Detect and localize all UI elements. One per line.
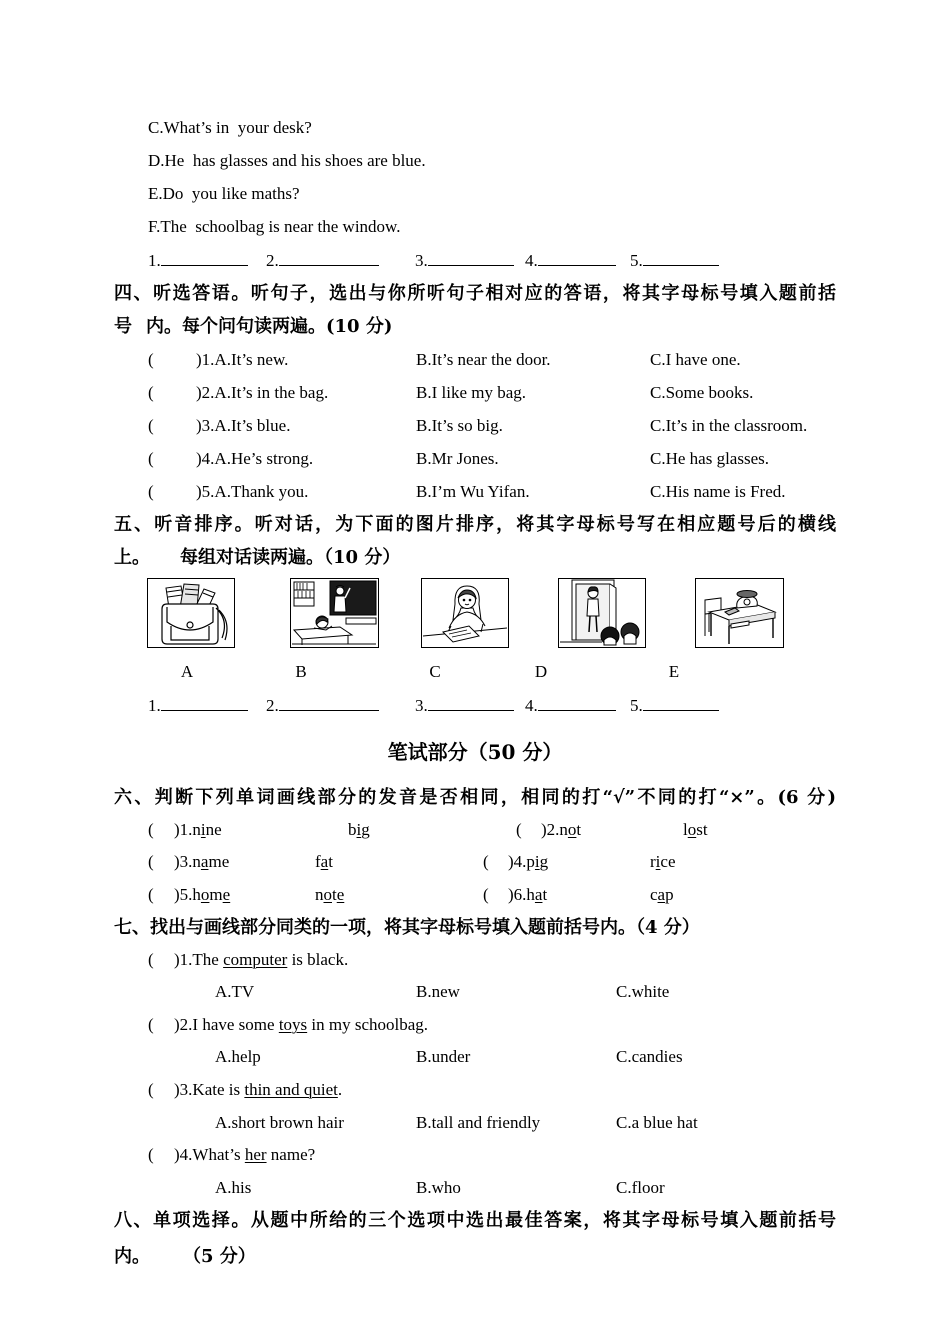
answer-bracket-open: ( bbox=[516, 820, 522, 839]
answer-bracket-close: ) bbox=[541, 820, 547, 839]
blank-label: 3. bbox=[415, 696, 428, 715]
word-part: ce bbox=[660, 852, 676, 871]
blank-line bbox=[643, 249, 719, 266]
category-options-1 bbox=[0, 981, 950, 1003]
category-question-2 bbox=[0, 1014, 950, 1036]
underlined-letters: o bbox=[200, 885, 210, 904]
category-options-4 bbox=[0, 1177, 950, 1199]
underlined-words: her bbox=[244, 1145, 267, 1164]
classroom-picture bbox=[290, 578, 379, 648]
blank-line bbox=[161, 694, 248, 711]
schoolbag-picture bbox=[147, 578, 235, 648]
word-part: b bbox=[348, 820, 357, 839]
picture-label-e: E bbox=[668, 662, 680, 681]
answer-blank-2 bbox=[266, 694, 379, 716]
word-part: t bbox=[576, 820, 582, 839]
underlined-words: computer bbox=[223, 950, 288, 969]
option-c: C.candies bbox=[616, 1047, 683, 1066]
blank-line bbox=[428, 249, 514, 266]
section5-title-line1: 五、听音排序。听对话，为下面的图片排序，将其字母标号写在相应题号后的横线 bbox=[114, 514, 836, 535]
blank-label: 1. bbox=[148, 696, 161, 715]
answer-bracket-close: ) bbox=[174, 1145, 180, 1164]
phonics-item-6-word2 bbox=[650, 884, 674, 906]
blank-line bbox=[538, 694, 616, 711]
section4-title-line1: 四、听选答语。听句子，选出与你所听句子相对应的答语，将其字母标号填入题前括 bbox=[114, 283, 836, 304]
underlined-letters: o bbox=[323, 885, 332, 904]
question-option-c: C.His name is Fred. bbox=[650, 482, 786, 501]
blank-line bbox=[428, 694, 514, 711]
answer-bracket-open: ( bbox=[148, 383, 154, 402]
category-question-3 bbox=[0, 1079, 950, 1101]
option-c: C.white bbox=[616, 982, 670, 1001]
underlined-letters: o bbox=[687, 820, 697, 839]
question-option-c: C.Some books. bbox=[650, 383, 754, 402]
section4-title-line2a: 号 bbox=[114, 316, 132, 337]
option-a-text: 4.A.He’s strong. bbox=[201, 449, 314, 468]
phonics-item-3-word2 bbox=[315, 851, 333, 873]
word-part: m bbox=[209, 885, 223, 904]
item-number: 4. bbox=[513, 852, 527, 871]
option-a-text: 5.A.Thank you. bbox=[201, 482, 309, 501]
desk-picture bbox=[695, 578, 784, 648]
answer-bracket-open: ( bbox=[483, 852, 489, 871]
answer-blank-2 bbox=[266, 249, 379, 271]
boy-at-door-picture bbox=[558, 578, 646, 648]
word-part: n bbox=[192, 820, 201, 839]
answer-blank-3 bbox=[415, 249, 514, 271]
question-option-b: B.I’m Wu Yifan. bbox=[416, 482, 530, 501]
phonics-item-5-word1 bbox=[174, 884, 230, 906]
option-a: A.his bbox=[215, 1178, 252, 1197]
option-c: C.floor bbox=[616, 1178, 665, 1197]
item-number: 5. bbox=[179, 885, 193, 904]
question-option-a bbox=[196, 448, 313, 470]
picture-label-a: A bbox=[180, 662, 194, 681]
option-b: B.under bbox=[416, 1047, 471, 1066]
listening-question-row-1 bbox=[0, 349, 950, 371]
option-a-text: 1.A.It’s new. bbox=[201, 350, 289, 369]
category-options-2 bbox=[0, 1046, 950, 1068]
answer-bracket-open: ( bbox=[148, 350, 154, 369]
answer-bracket-close: ) bbox=[196, 350, 202, 369]
word-part: c bbox=[650, 885, 658, 904]
section6-title: 六、判断下列单词画线部分的发音是否相同，相同的打“√”不同的打“×”。(6 分) bbox=[114, 787, 836, 808]
blank-label: 4. bbox=[525, 696, 538, 715]
bookshelf bbox=[294, 582, 314, 606]
underlined-letters: a bbox=[534, 885, 543, 904]
word-part: l bbox=[683, 820, 688, 839]
answer-bracket-close: ) bbox=[174, 820, 180, 839]
word-part: g bbox=[361, 820, 370, 839]
phonics-item-4-word1 bbox=[508, 851, 548, 873]
answer-bracket-open: ( bbox=[148, 482, 154, 501]
answer-blank-5 bbox=[630, 249, 719, 271]
phonics-row-2 bbox=[0, 851, 950, 873]
phonics-row-1 bbox=[0, 819, 950, 841]
word-part: p bbox=[526, 852, 535, 871]
picture-label-d: D bbox=[534, 662, 548, 681]
question-option-a bbox=[196, 481, 308, 503]
schoolbag bbox=[162, 604, 227, 644]
word-part: me bbox=[208, 852, 230, 871]
blank-label: 5. bbox=[630, 696, 643, 715]
phonics-item-1-word2 bbox=[348, 819, 370, 841]
underlined-letters: a bbox=[320, 852, 329, 871]
option-b: B.tall and friendly bbox=[416, 1113, 541, 1132]
word-part: n bbox=[315, 885, 324, 904]
answer-bracket-open: ( bbox=[148, 950, 154, 969]
listening-question-row-4 bbox=[0, 448, 950, 470]
word-part: ne bbox=[205, 820, 222, 839]
answer-bracket-close: ) bbox=[508, 852, 514, 871]
blank-label: 2. bbox=[266, 696, 279, 715]
underlined-letters: o bbox=[567, 820, 577, 839]
question-option-a bbox=[196, 382, 328, 404]
word-part: p bbox=[665, 885, 674, 904]
section4-title-line2b: 内。每个问句读两遍。(10 分) bbox=[146, 316, 393, 337]
option-f: F.The schoolbag is near the window. bbox=[148, 217, 401, 236]
option-a: A.help bbox=[215, 1047, 261, 1066]
sentence-part: name? bbox=[266, 1145, 316, 1164]
section5-title-line2b: 每组对话读两遍。（10 分） bbox=[180, 547, 401, 568]
word-part: t bbox=[332, 885, 337, 904]
word-part: g bbox=[539, 852, 549, 871]
answer-bracket-open: ( bbox=[148, 1145, 154, 1164]
sentence-part: 2.I have some bbox=[179, 1015, 279, 1034]
underlined-letters: i bbox=[655, 852, 661, 871]
listening-question-row-3 bbox=[0, 415, 950, 437]
option-c: C.What’s in your desk? bbox=[148, 118, 312, 137]
option-d: D.He has glasses and his shoes are blue. bbox=[148, 151, 426, 170]
answer-bracket-close: ) bbox=[174, 1015, 180, 1034]
picture-label-b: B bbox=[295, 662, 307, 681]
word-part: f bbox=[315, 852, 321, 871]
question-option-a bbox=[196, 415, 290, 437]
word-part: t bbox=[542, 885, 548, 904]
word-part: r bbox=[650, 852, 656, 871]
blank-label: 4. bbox=[525, 251, 538, 270]
underlined-letters: a bbox=[657, 885, 666, 904]
option-c: C.a blue hat bbox=[616, 1113, 698, 1132]
blank-line bbox=[161, 249, 248, 266]
phonics-item-2-word2 bbox=[683, 819, 708, 841]
underlined-words: toys bbox=[278, 1015, 308, 1034]
underlined-letters: a bbox=[200, 852, 209, 871]
word-part: h bbox=[526, 885, 535, 904]
phonics-item-4-word2 bbox=[650, 851, 676, 873]
answer-blank-4 bbox=[525, 694, 616, 716]
sentence-part: is black. bbox=[287, 950, 349, 969]
answer-blank-1 bbox=[148, 249, 248, 271]
answer-bracket-close: ) bbox=[174, 1080, 180, 1099]
question-option-b: B.It’s so big. bbox=[416, 416, 503, 435]
blank-label: 5. bbox=[630, 251, 643, 270]
answer-bracket-close: ) bbox=[174, 950, 180, 969]
answer-blank-4 bbox=[525, 249, 616, 271]
sentence-part: 1.The bbox=[179, 950, 224, 969]
underlined-letters: i bbox=[200, 820, 206, 839]
answer-bracket-close: ) bbox=[196, 416, 202, 435]
item-number: 6. bbox=[513, 885, 527, 904]
question-option-b: B.I like my bag. bbox=[416, 383, 527, 402]
underlined-letters: e bbox=[336, 885, 345, 904]
blank-line bbox=[538, 249, 616, 266]
sentence-part: . bbox=[337, 1080, 343, 1099]
phonics-row-3 bbox=[0, 884, 950, 906]
phonics-item-3-word1 bbox=[174, 851, 229, 873]
question-option-b: B.Mr Jones. bbox=[416, 449, 499, 468]
sentence-part: in my schoolbag. bbox=[307, 1015, 429, 1034]
underlined-words: thin and quiet bbox=[244, 1080, 338, 1099]
underlined-letters: e bbox=[222, 885, 231, 904]
answer-bracket-close: ) bbox=[174, 885, 180, 904]
answer-bracket-close: ) bbox=[196, 449, 202, 468]
blank-line bbox=[279, 249, 379, 266]
question-option-c: C.It’s in the classroom. bbox=[650, 416, 808, 435]
listening-question-row-2 bbox=[0, 382, 950, 404]
picture-label-c: C bbox=[429, 662, 441, 681]
answer-bracket-open: ( bbox=[148, 416, 154, 435]
option-b: B.new bbox=[416, 982, 460, 1001]
answer-blank-5 bbox=[630, 694, 719, 716]
underlined-letters: i bbox=[534, 852, 540, 871]
category-question-1 bbox=[0, 949, 950, 971]
written-part-heading: 笔试部分（50 分） bbox=[387, 740, 563, 764]
phonics-item-6-word1 bbox=[508, 884, 547, 906]
blank-line bbox=[643, 694, 719, 711]
sentence-part: 3.Kate is bbox=[179, 1080, 245, 1099]
option-e: E.Do you like maths? bbox=[148, 184, 300, 203]
phonics-item-1-word1 bbox=[174, 819, 222, 841]
answer-bracket-close: ) bbox=[508, 885, 514, 904]
section8-title-line1: 八、单项选择。从题中所给的三个选项中选出最佳答案，将其字母标号填入题前括号 bbox=[114, 1210, 836, 1231]
answer-bracket-open: ( bbox=[148, 852, 154, 871]
phonics-item-2-word1 bbox=[541, 819, 581, 841]
question-sentence bbox=[174, 1014, 428, 1036]
word-part: t bbox=[328, 852, 333, 871]
answer-bracket-close: ) bbox=[196, 383, 202, 402]
blank-label: 1. bbox=[148, 251, 161, 270]
option-a: A.short brown hair bbox=[215, 1113, 344, 1132]
section8-title-line2b: （5 分） bbox=[183, 1246, 256, 1267]
answer-bracket-close: ) bbox=[174, 852, 180, 871]
question-option-c: C.He has glasses. bbox=[650, 449, 769, 468]
question-sentence bbox=[174, 1144, 315, 1166]
option-a-text: 3.A.It’s blue. bbox=[201, 416, 291, 435]
word-part: n bbox=[559, 820, 568, 839]
question-sentence bbox=[174, 949, 348, 971]
question-sentence bbox=[174, 1079, 342, 1101]
listening-question-row-5 bbox=[0, 481, 950, 503]
option-b: B.who bbox=[416, 1178, 461, 1197]
item-number: 3. bbox=[179, 852, 193, 871]
answer-bracket-open: ( bbox=[148, 449, 154, 468]
blank-label: 2. bbox=[266, 251, 279, 270]
answer-bracket-open: ( bbox=[148, 820, 154, 839]
question-option-a bbox=[196, 349, 288, 371]
answer-blank-3 bbox=[415, 694, 514, 716]
question-option-b: B.It’s near the door. bbox=[416, 350, 551, 369]
option-a: A.TV bbox=[215, 982, 255, 1001]
back-desk bbox=[346, 618, 376, 624]
answer-blank-1 bbox=[148, 694, 248, 716]
word-part: n bbox=[192, 852, 201, 871]
word-part: h bbox=[192, 885, 201, 904]
item-number: 2. bbox=[546, 820, 560, 839]
category-options-3 bbox=[0, 1112, 950, 1134]
category-question-4 bbox=[0, 1144, 950, 1166]
item-number: 1. bbox=[179, 820, 193, 839]
blank-label: 3. bbox=[415, 251, 428, 270]
blank-line bbox=[279, 694, 379, 711]
underlined-letters: i bbox=[356, 820, 362, 839]
section5-title-line2a: 上。 bbox=[114, 547, 150, 568]
section7-title: 七、找出与画线部分同类的一项，将其字母标号填入题前括号内。（4 分） bbox=[114, 917, 700, 938]
answer-bracket-open: ( bbox=[148, 1080, 154, 1099]
sentence-part: 4.What’s bbox=[179, 1145, 245, 1164]
option-a-text: 2.A.It’s in the bag. bbox=[201, 383, 329, 402]
phonics-item-5-word2 bbox=[315, 884, 344, 906]
answer-bracket-open: ( bbox=[148, 1015, 154, 1034]
word-part: st bbox=[696, 820, 708, 839]
answer-bracket-open: ( bbox=[148, 885, 154, 904]
question-option-c: C.I have one. bbox=[650, 350, 741, 369]
answer-bracket-open: ( bbox=[483, 885, 489, 904]
section8-title-line2a: 内。 bbox=[114, 1246, 150, 1267]
answer-bracket-close: ) bbox=[196, 482, 202, 501]
girl-reading-picture bbox=[421, 578, 509, 648]
